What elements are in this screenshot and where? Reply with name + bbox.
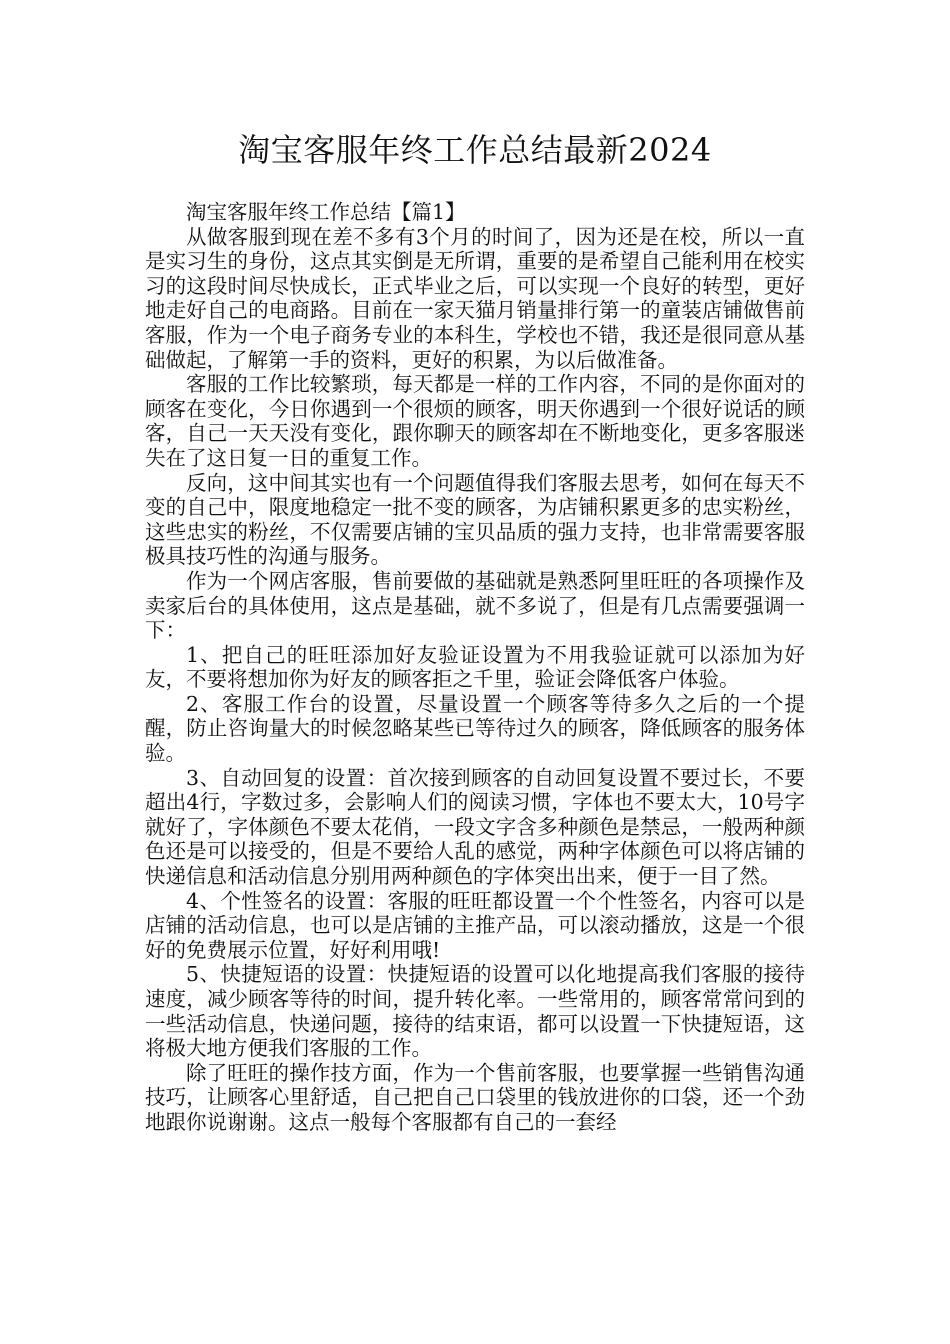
list-item-paragraph: 3、自动回复的设置：首次接到顾客的自动回复设置不要过长，不要超出4行，字数过多，会影响人们的阅读习惯，字体也不要太大，10号字就好了，字体颜色不要太花俏，一段文字含多种颜色是禁忌，一般两种颜色还是可以接受的，但是不要给人乱的感觉，两种字体颜色可以将店铺的快递信息和活动信息分别用两种颜色的字体突出出来，便于一目了然。 [145,765,805,889]
paragraph: 反向，这中间其实也有一个问题值得我们客服去思考，如何在每天不变的自己中，限度地稳定一批不变的顾客，为店铺积累更多的忠实粉丝，这些忠实的粉丝，不仅需要店铺的宝贝品质的强力支持，也非常需要客服极具技巧性的沟通与服务。 [145,470,805,569]
section-heading: 淘宝客服年终工作总结【篇1】 [186,200,466,224]
paragraph: 从做客服到现在差不多有3个月的时间了，因为还是在校，所以一直是实习生的身份，这点其实倒是无所谓，重要的是希望自己能利用在校实习的这段时间尽快成长，正式毕业之后，可以实现一个良好的转型，更好地走好自己的电商路。目前在一家天猫月销量排行第一的童装店铺做售前客服，作为一个电子商务专业的本科生，学校也不错，我还是很同意从基础做起，了解第一手的资料，更好的积累，为以后做准备。 [145,224,805,372]
list-item-paragraph: 1、把自己的旺旺添加好友验证设置为不用我验证就可以添加为好友，不要将想加你为好友的顾客拒之千里，验证会降低客户体验。 [145,642,805,692]
paragraph: 作为一个网店客服，售前要做的基础就是熟悉阿里旺旺的各项操作及卖家后台的具体使用，这点是基础，就不多说了，但是有几点需要强调一下： [145,568,805,643]
list-item-paragraph: 5、快捷短语的设置：快捷短语的设置可以化地提高我们客服的接待速度，减少顾客等待的时间，提升转化率。一些常用的，顾客常常问到的一些活动信息，快递问题，接待的结束语，都可以设置一下快捷短语，这将极大地方便我们客服的工作。 [145,962,805,1061]
document-title: 淘宝客服年终工作总结最新2024 [238,131,712,169]
list-item-paragraph: 4、个性签名的设置：客服的旺旺都设置一个个性签名，内容可以是店铺的活动信息，也可以是店铺的主推产品，可以滚动播放，这是一个很好的免费展示位置，好好利用哦! [145,888,805,962]
document-body [145,200,805,1135]
paragraph: 客服的工作比较繁琐，每天都是一样的工作内容，不同的是你面对的顾客在变化，今日你遇到一个很烦的顾客，明天你遇到一个很好说话的顾客，自己一天天没有变化，跟你聊天的顾客却在不断地变化，更多客服迷失在了这日复一日的重复工作。 [145,372,805,470]
list-item-paragraph: 2、客服工作台的设置，尽量设置一个顾客等待多久之后的一个提醒，防止咨询量大的时候忽略某些已等待过久的顾客，降低顾客的服务体验。 [145,691,805,766]
paragraph: 除了旺旺的操作技方面，作为一个售前客服，也要掌握一些销售沟通技巧，让顾客心里舒适，自己把自己口袋里的钱放进你的口袋，还一个劲地跟你说谢谢。这点一般每个客服都有自己的一套经 [145,1060,805,1134]
